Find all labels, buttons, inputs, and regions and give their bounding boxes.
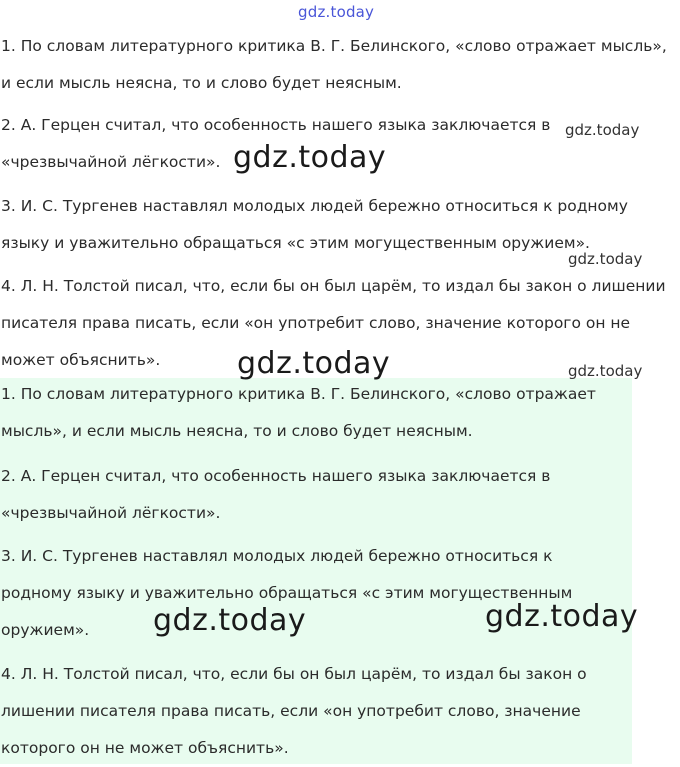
- watermark-small: gdz.today: [568, 250, 643, 268]
- watermark-large: gdz.today: [485, 599, 639, 634]
- text-line: «чрезвычайной лёгкости».: [1, 504, 221, 522]
- text-line: 2. А. Герцен считал, что особенность нашего языка заключается в: [1, 467, 551, 485]
- text-line: «чрезвычайной лёгкости».: [1, 153, 221, 171]
- text-line: может объяснить».: [1, 351, 161, 369]
- text-line: 3. И. С. Тургенев наставлял молодых людей бережно относиться к: [1, 547, 553, 565]
- highlighted-paragraph-2: [1, 458, 550, 532]
- highlighted-paragraph-4: [1, 656, 587, 767]
- watermark-large: gdz.today: [153, 603, 307, 638]
- text-line: 3. И. С. Тургенев наставлял молодых людей бережно относиться к родному: [1, 197, 628, 215]
- text-line: мысль», и если мысль неясна, то и слово будет неясным.: [1, 422, 473, 440]
- text-line: оружием».: [1, 621, 90, 639]
- text-line: писателя права писать, если «он употребит слово, значение которого он не: [1, 314, 631, 332]
- text-line: и если мысль неясна, то и слово будет неясным.: [1, 74, 402, 92]
- watermark-small: gdz.today: [565, 121, 640, 139]
- text-line: которого он не может объяснить».: [1, 739, 289, 757]
- watermark-large: gdz.today: [237, 346, 391, 381]
- text-line: 1. По словам литературного критика В. Г. Белинского, «слово отражает: [1, 385, 596, 403]
- text-line: языку и уважительно обращаться «с этим могущественным оружием».: [1, 234, 590, 252]
- site-mark[interactable]: gdz.today: [298, 3, 375, 21]
- watermark-large: gdz.today: [233, 140, 387, 175]
- text-line: 1. По словам литературного критика В. Г. Белинского, «слово отражает мысль»,: [1, 37, 667, 55]
- text-line: лишении писателя права писать, если «он употребит слово, значение: [1, 702, 581, 720]
- highlighted-paragraph-1: [1, 376, 596, 450]
- watermark-small: gdz.today: [568, 362, 643, 380]
- plain-paragraph-3: [1, 188, 628, 262]
- text-line: родному языку и уважительно обращаться «с этим могущественным: [1, 584, 573, 602]
- plain-paragraph-1: [1, 28, 667, 102]
- text-line: 4. Л. Н. Толстой писал, что, если бы он был царём, то издал бы закон о лишении: [1, 277, 666, 295]
- text-line: 4. Л. Н. Толстой писал, что, если бы он был царём, то издал бы закон о: [1, 665, 587, 683]
- text-line: 2. А. Герцен считал, что особенность нашего языка заключается в: [1, 116, 551, 134]
